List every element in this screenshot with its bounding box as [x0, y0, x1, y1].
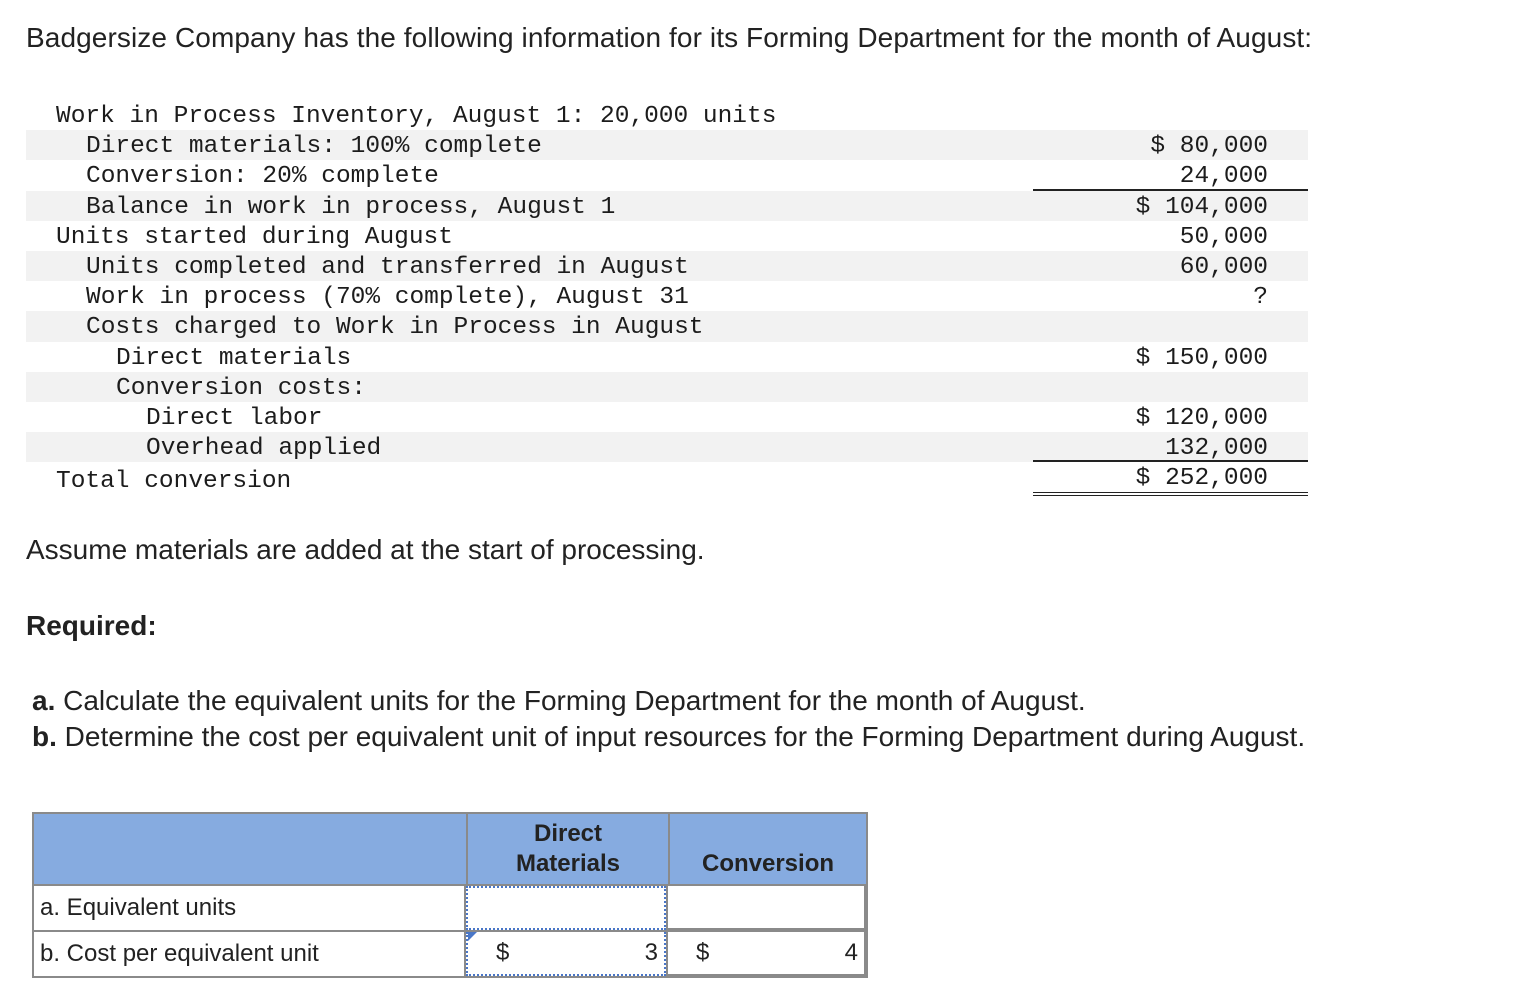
answer-table-header	[34, 814, 866, 886]
equivalent-units-conversion-cell[interactable]	[666, 886, 866, 930]
ledger-row-direct-labor	[26, 402, 1308, 432]
cost-per-unit-dm-cell[interactable]	[466, 932, 666, 976]
row-label-equivalent-units: a. Equivalent units	[34, 886, 466, 930]
part-b-letter: b.	[32, 721, 57, 752]
ledger-amount: 60,000	[1179, 253, 1268, 281]
ledger-label: Conversion costs:	[116, 374, 366, 402]
ledger-row-total-conversion	[26, 462, 1308, 496]
ledger-label: Units started during August	[56, 223, 453, 251]
ledger-label: Overhead applied	[146, 435, 382, 463]
ledger-row-overhead-applied	[26, 432, 1308, 462]
part-b-instruction	[32, 721, 1305, 753]
currency-symbol: $	[696, 939, 710, 966]
ledger-amount: 50,000	[1179, 223, 1268, 251]
ledger-label: Units completed and transferred in August	[86, 253, 689, 281]
ledger-row-conversion-costs	[26, 372, 1308, 402]
ledger-row-wip-header	[26, 100, 1308, 130]
answer-table	[32, 812, 868, 978]
ledger-label: Direct labor	[146, 404, 323, 432]
ledger-label: Costs charged to Work in Process in August	[86, 314, 704, 342]
ledger-label: Total conversion	[56, 468, 292, 496]
ledger-label: Work in Process Inventory, August 1: 20,000 units	[56, 103, 777, 130]
ledger-label: Work in process (70% complete), August 31	[86, 284, 689, 312]
row-label-cost-per-unit: b. Cost per equivalent unit	[34, 932, 466, 976]
ledger-label: Direct materials	[116, 344, 352, 372]
header-direct-materials: Direct Materials	[468, 814, 670, 884]
cost-per-unit-conversion-value[interactable]: 4	[844, 939, 858, 966]
ledger-row-balance-beginning	[26, 191, 1308, 221]
ledger-row-direct-materials	[26, 342, 1308, 372]
ledger-row-conversion-beginning	[26, 160, 1308, 190]
ledger-amount: $ 104,000	[1135, 193, 1268, 221]
assumption-text: Assume materials are added at the start of processing.	[26, 534, 705, 565]
cost-data-table	[26, 100, 1308, 496]
part-a-letter: a.	[32, 685, 56, 716]
ledger-amount: $ 150,000	[1135, 344, 1268, 372]
ledger-amount: 132,000	[1165, 435, 1268, 463]
ledger-label: Balance in work in process, August 1	[86, 193, 616, 221]
cost-per-unit-dm-value[interactable]: 3	[644, 939, 658, 966]
problem-intro: Badgersize Company has the following information for its Forming Department for the month of August:	[26, 22, 1313, 53]
equivalent-units-conversion-input[interactable]	[668, 886, 864, 928]
row-cost-per-equivalent-unit	[34, 932, 866, 976]
ledger-amount: 24,000	[1179, 163, 1268, 191]
ledger-amount: ?	[1253, 284, 1268, 312]
part-b-text: Determine the cost per equivalent unit of input resources for the Forming Department during August.	[56, 721, 1306, 752]
ledger-amount: $ 252,000	[1135, 465, 1268, 493]
equivalent-units-dm-cell[interactable]	[466, 886, 666, 930]
ledger-row-units-completed	[26, 251, 1308, 281]
required-heading: Required:	[26, 610, 157, 641]
ledger-label: Direct materials: 100% complete	[86, 133, 542, 161]
row-equivalent-units	[34, 886, 866, 932]
cost-per-unit-conversion-cell[interactable]	[666, 932, 866, 976]
ledger-double-underline	[1033, 492, 1308, 496]
currency-symbol: $	[496, 939, 510, 966]
ledger-label: Conversion: 20% complete	[86, 163, 439, 191]
cell-marker-icon	[468, 932, 477, 941]
ledger-amount: $ 120,000	[1135, 404, 1268, 432]
header-blank-cell	[34, 814, 468, 884]
ledger-row-dm-beginning	[26, 130, 1308, 160]
ledger-row-wip-ending	[26, 281, 1308, 311]
header-conversion: Conversion	[701, 850, 835, 877]
part-a-instruction	[32, 685, 1086, 717]
equivalent-units-dm-input[interactable]	[468, 888, 664, 928]
ledger-row-units-started	[26, 221, 1308, 251]
part-a-text: Calculate the equivalent units for the Forming Department for the month of August.	[55, 685, 1086, 716]
ledger-amount: $ 80,000	[1150, 133, 1268, 161]
ledger-row-costs-charged	[26, 311, 1308, 341]
